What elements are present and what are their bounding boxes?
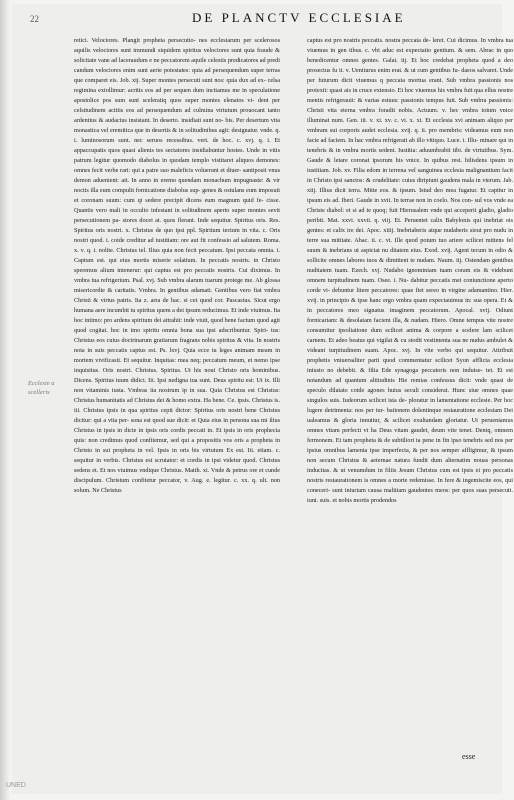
column-right-text: captus est pro nostris peccatis. nostra peccata de- leret. Cui dicimus. In vmbra tua viuemus in gen tibus. c. vbi aduc est expectatio gentium. & sem. Abrac in quo benedicentur omnes gentes. Galat. iij. Et hoc credebat propheta quod a deo prosectus fu it. v. Ueniturus enim erat. & ut cum gentibus Iu- daeos salvaret. Unde per futurum dicit viuemus q peccata mortua erant. Sub vmbra passionis nos protexit: quasi ais in cruce extensio. Et hoc viuemus his vmbra fuit qua ellus nostre mentis refrigerauit: & varias estuus: passionis tempus fuit. Sub vmbra passionis: Christi vita eterna vmbra foradit nobis. Actuum. v. hec vmbra totum vnice illuminat num. Gen. iii. v. xi. xv. c. vi. x. xi. Et ecclesia xvi animam aliquo per vmbram sui corporis audet ecclesia. xvij. q. ii. pro membris: videamus eum non facie ad faciem. In hac vmbra refrigerati ab illo vitiquo. Luce. i. Illu- minare qui in tenebris & in vmbra mortis sedent. Iustitia: aduumbrabit tibi. de virtutibus. Sym. Gaude & letare coronat ipsorum his vnice. In quibus rest. hilisdens ipsum in iustitiam. Job. xv. Filia edom in terrena vel sanguinea ecclesia malignantium facit in Christo ipsi sanctos: & crudelitate: cuius diripiunt gaudens mala in vterum. Jab. xiij. Illius dicit terra. Mitte eos. & ipsum. Istud deo mea fugatur. Et capitur in ipsum eis ad. Iberi. Gaude in xvii. In terrae non in coelo. Nos con- sul vos vnde ea Christe diabol: et si ad te quoq; fuit Hierusalem vnde qui acceperit gladio, gladio peribit. Mat. xxvi. xxvii. q. viij. Et. Peruentet calix Babylonis qui inebriat ois gentes: et calix ire dei. Apoc. xiiij. Inebriaberis atque nudaberis sieut pro nudu in terre sua mititate. Abac. ii. c. vi. Ille quod potum tuo ariere scilicet mittens fel suum & inebrians ut aspiciat nu ditatem eius. Exod. xvij. Agent tecum in odio & sollicite omnes labores tuos & dimittent te nudam. Naum. iij. Ostendam gentibus nuditatem tuam. Ezech. xvj. Nudabo ignominiam tuam coram eis & videbunt omnem turpitudinem tuam. Osee. i. Nu- dabitur peccatis mei coniunctione aperto corde vi- debuntur litere peccatores: quae fiet sereo in virgine adamantino. Hier. xvij. in principio & ipse hanc ergo vmbra quam expectauimus in: sua opera. Et & in peccatores meo signatus imaginem peccatorum. Apocal. xvij. Odiunt fornicariam: & desolatam facient illa, & nudam. Hiero. Omne tempus vite nostre consumitur ipsoliatione dum scilicet anima & corpore a scelere lam scilicet carnem. Et adeo beatus qui vigilat & cu stodit vestimenta sua ne nudus ambulet & videant turpitudinem suam. Apoc. xvj. In vite verbo qui sequitur. Attribuit prophetis vniuersaliter parti quod commentatur scilicet Syon afflicta ecclesia iniusto no debebit. & filia Ede synagoga peccatoris non induise- tet. Et est notandum ad quantum altitudinis Hie remias confessus dicit: vnde quasi de speculo dilatato coide agones huius seculi considerat. Hunc siue omnes quae singulos suis. Iudeorum scilicet ista de- ploratur in lamentatione ecclesie. Per hoc lugere detrimenta: nos per tur- bationem dolentinque restauratione ecclesiam Dei ualeamus & gloria innuitur, & scilicet exultandam gloriatur. Ut perueniamus omnes vitam perfecti vt ha Deus vitam gaudet, deum vite tenet. Deniq, omnem fermonem. Et tam propheta & de subtiliori ta pene in fin ipso tenebris sed nos per ipsius omnibus lamenta ipse imperfecta, & per nos semper affligimur, & ipsum non secum Christus & aeternae natura fundit dum alternatim nouas personas inducitas. & ut venumdum in filiis Jesum Christus cum est ipsis ei pro peccatis nostris restaurationem is omnes a morte redemisse. In fere & ingemiscite eos, qui coneceri- sunt iniuriam causa malitiam gaudentes meos: per quos suas persecuti. iuni. suis. et nobis mortis prodendos [307, 37, 513, 504]
book-page [12, 4, 513, 794]
column-left-text: retici. Velociores. Plangit propheta persecutio- nes ecclesiarum per scelerosos aquilis velociores sunt immundi siquidem spiritus velociores sunt quia fraude & solicitate vane ad laceraudum e ne peccatorem aquile celestis predicatores ad predi candum velociores enim sunt aerie potestates: quia ad persequendum super terras que comparet eis. Job. xij. Super montes persecuti sunt nos: quia dux ad ex- celsa regimina extollimur: acritis eos ad per sequen dum incitamus me in speculatione apostolice pos sum sunt sceleratiq quos super montes elenatos vi- dent per celsitudinem actitis eos ad persequendum ad culmina virtutum prouocant tanto ardentius & audacius insistant. In deserto. insidiati sunt no- bis. Per desertum vita monastica vel eremitica que in desertis & in solitudinibus agit: designatur. vnde. q. i. luminosorum sunt. nec seruos recessibus. vert. de hoc. c. xvj. q. i. Et appaccupatis quos quasi alienis tes sectatores insidiabuntur hostes. Unde in vitis patrum legitur quomodo diabolus in quodam templo vistitaret aliquos demones: omnes fecit verbe rari: qui a patre suo maleficis voluerunt et diuer- santiposit vnus demon aduenient: ait. In anno in eremo quendam monachum impugnaste: & vir noctis illa eum compulit fornicatione diabolus sup- genes & ostulans eum imposuit et coronam suum: cum qi sedere precipit dicens eum magnum quid fe- cisse. Quantis vero mali in occulto infestant in solitudinem aperto super montes sevit persecutionem pa- stores docei at. quos flerant. Inde sequitur. Spiritus oris. Res. Spiritus oris nostri. x. Christus de quo ipsi ppl. Spiritum tectum in vita. c. Oris nostri quod. i. coide creditur ad iustitiam: ore aut fit confessio ad salutem. Roma. x. v. q. i. nolite. Christus tel. Ilius quia non fecit peccatum. Ipsi peccata omnia. i. Captum est. qui eius mortis miserie solatium. In peccatis nostris. in Christo speremus alium intenerur: qui captus est pro peccatis nostris. Cui diximus. In vmbra tua refrigerium. Psal. xvj. Sub vmbra alarum tuarum protege me. Ab glossa misericordie & caritatis. Vmbra. In gentibus adamati. Gentibus vero fiat vmbra Christi & virtus patris. Ita z. arra de hac. si cet quod cor. Pascasius. Sicut ergo humana aere incumbit tu spiritus quem a dei ipsum reducimus. Et inde viuimus. Ita hoc intimo: pro ardens spiritum dei attrahit: inde viuit, quod bene factum quod agit quod cogitat. hoc in imo spiritu omnia bona sua ipsi adscribuntur. Spiri- tus: Christus eos cuius doctrinarum gratiarum fragrans nobis spiritus & vita. In nostris nota in suis peccatis captus est. Ps. lxvj. Quia ecce tu leges animam meam in mortem vivificasti. Et sequitur. Inquitas: mea neq; peccatum meum, et nemo ipse inquisitus. Oris nostri. Christus. Spiritus. Ut his noui Christo oris hominibus. Dicens. Spiritus tuum didici. Iii. Ipsi nedigna tua sunt. Deus spiritu est: Ut ix. Illi non vitaminis iusta. Vmbras ita nostrum ip in sua. Quia Christus est Christus: Christus humanitatis ad Christus dei & homo extra. Ha bene. Ce. ipsis. Christus is. iii. Christus ipsis in qua spiritus cepit dictor: Spiritus oris nostri bene Christus dicitur: qui a vita per- sona est quod sue dicit: et Quia eius in persona sua mi ilius Christus in ipsis in dicte in ipsis oris cordis peccati in. Et ipsis in oris prophecia quis: non credimus quod confitemur, sed qui a propositis vos oris a propheta in Christo in sui propheta in vel. Ipsis in oris bis virtutum Ex est. Iii. etiam. c. sequitur in verbis. Christus est scrutator: et cordis in ipsi videtur quod. Christus sedens et. Et nos viuimus vndique Christus. Matth. xi. Vnde & petrus ore et cunde discipulum. Christum confitetur peccator, v. Aug. e. legitur. c. xx. q. ult. non solum. Ne Christus [74, 37, 280, 494]
text-column-left [74, 36, 280, 751]
folio-number: 22 [30, 14, 39, 24]
marginal-note: Ecclesie a scelleris [28, 380, 55, 396]
text-column-right [307, 36, 513, 751]
library-watermark: UNED [6, 782, 26, 789]
running-head: DE PLANCTV ECCLESIAE [192, 10, 406, 25]
catchword: esse [462, 752, 476, 761]
page-gutter-shadow [0, 0, 10, 800]
